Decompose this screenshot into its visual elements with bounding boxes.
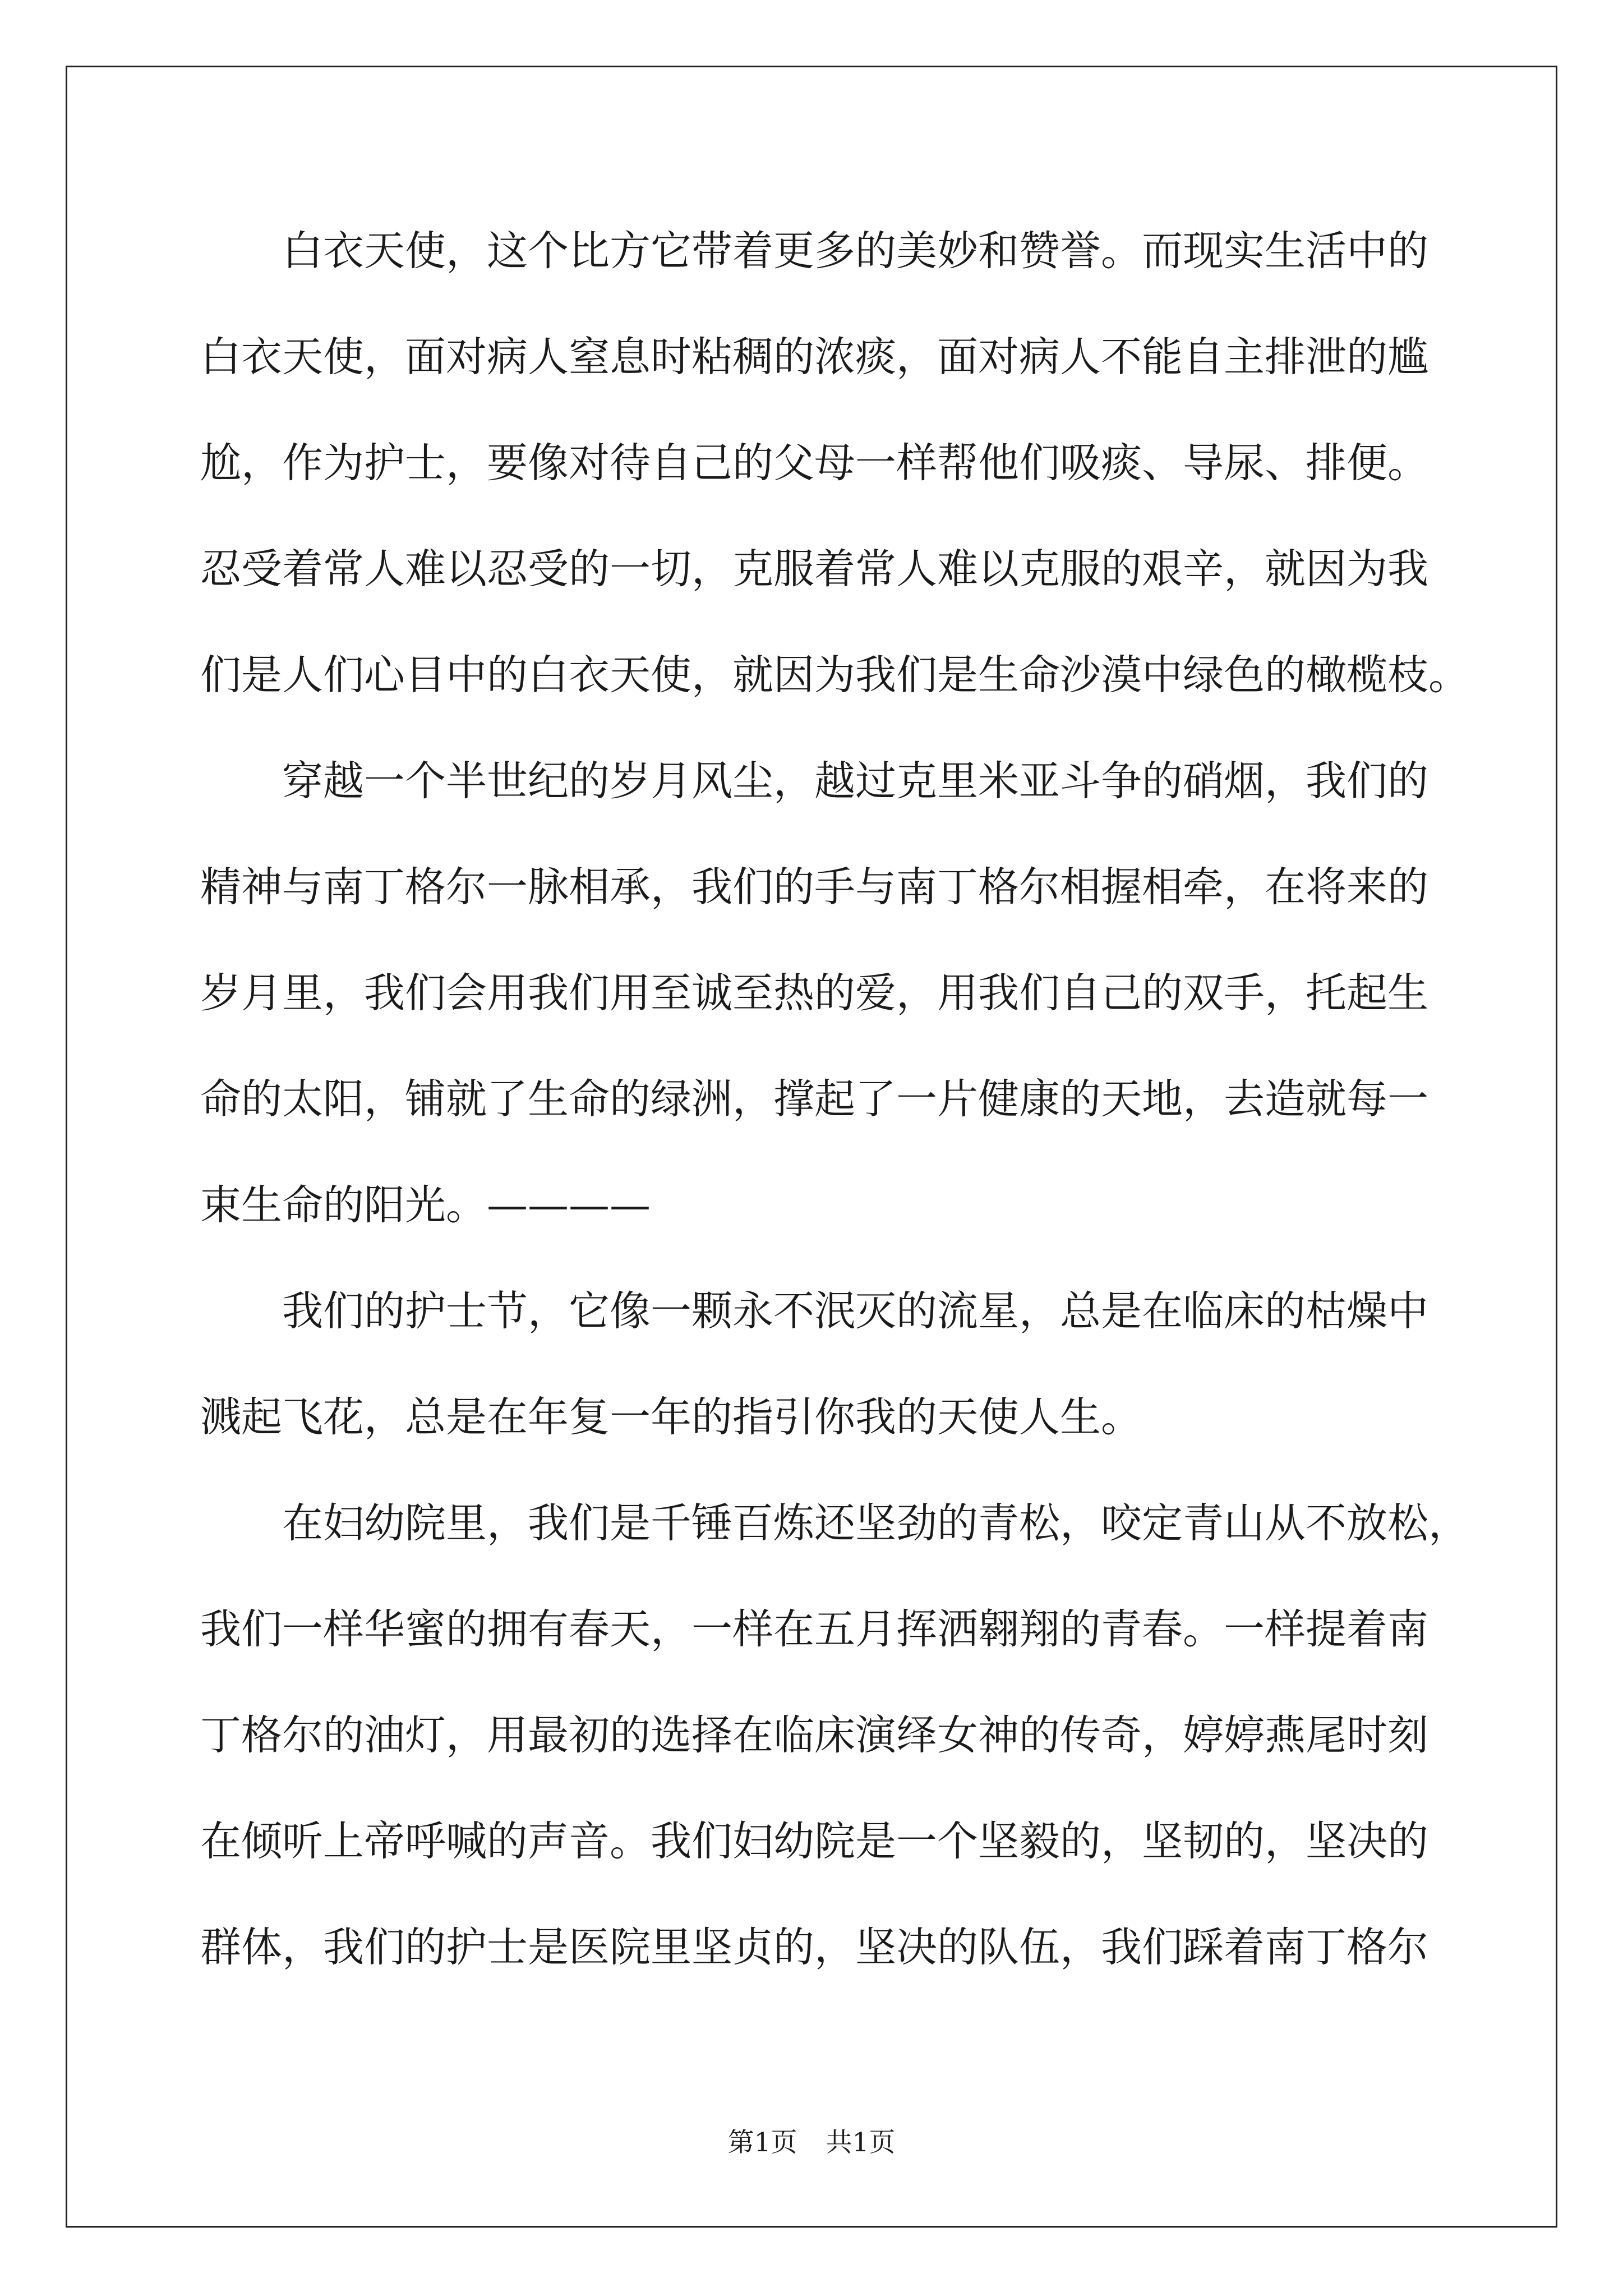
text-line: 束生命的阳光。————	[200, 1181, 651, 1229]
text-line: 在妇幼院里，我们是千锤百炼还坚劲的青松，咬定青山从不放松，	[282, 1499, 1469, 1547]
text-line: 精神与南丁格尔一脉相承，我们的手与南丁格尔相握相牵，在将来的	[200, 863, 1428, 911]
text-line: 群体，我们的护士是医院里坚贞的，坚决的队伍，我们踩着南丁格尔	[200, 1924, 1428, 1971]
text-line: 岁月里，我们会用我们用至诚至热的爱，用我们自己的双手，托起生	[200, 969, 1428, 1017]
text-line: 在倾听上帝呼喊的声音。我们妇幼院是一个坚毅的，坚韧的，坚决的	[200, 1818, 1428, 1865]
text-line: 忍受着常人难以忍受的一切，克服着常人难以克服的艰辛，就因为我	[200, 545, 1428, 593]
text-line: 白衣天使，这个比方它带着更多的美妙和赞誉。而现实生活中的	[282, 227, 1428, 275]
text-line: 尬，作为护士，要像对待自己的父母一样帮他们吸痰、导尿、排便。	[200, 439, 1428, 487]
text-line: 我们一样华蜜的拥有春天，一样在五月挥洒翱翔的青春。一样提着南	[200, 1605, 1428, 1653]
document-body	[200, 198, 1469, 2000]
paragraph	[200, 728, 1426, 1258]
paragraph	[200, 1470, 1469, 2000]
page-footer	[0, 2126, 1623, 2160]
paragraph	[200, 198, 1469, 728]
text-line: 溅起飞花，总是在年复一年的指引你我的天使人生。	[200, 1393, 1142, 1441]
paragraph	[200, 1258, 1426, 1470]
text-line: 我们的护士节，它像一颗永不泯灭的流星，总是在临床的枯燥中	[282, 1287, 1428, 1335]
text-line: 命的太阳，铺就了生命的绿洲，撑起了一片健康的天地，去造就每一	[200, 1075, 1428, 1123]
page-number: 第1页	[727, 2127, 797, 2158]
text-line: 们是人们心目中的白衣天使，就因为我们是生命沙漠中绿色的橄榄枝。	[200, 651, 1469, 699]
page-total: 共1页	[826, 2127, 896, 2158]
text-line: 穿越一个半世纪的岁月风尘，越过克里米亚斗争的硝烟，我们的	[282, 757, 1428, 805]
text-line: 白衣天使，面对病人窒息时粘稠的浓痰，面对病人不能自主排泄的尴	[200, 333, 1428, 381]
text-line: 丁格尔的油灯，用最初的选择在临床演绎女神的传奇，婷婷燕尾时刻	[200, 1711, 1428, 1759]
